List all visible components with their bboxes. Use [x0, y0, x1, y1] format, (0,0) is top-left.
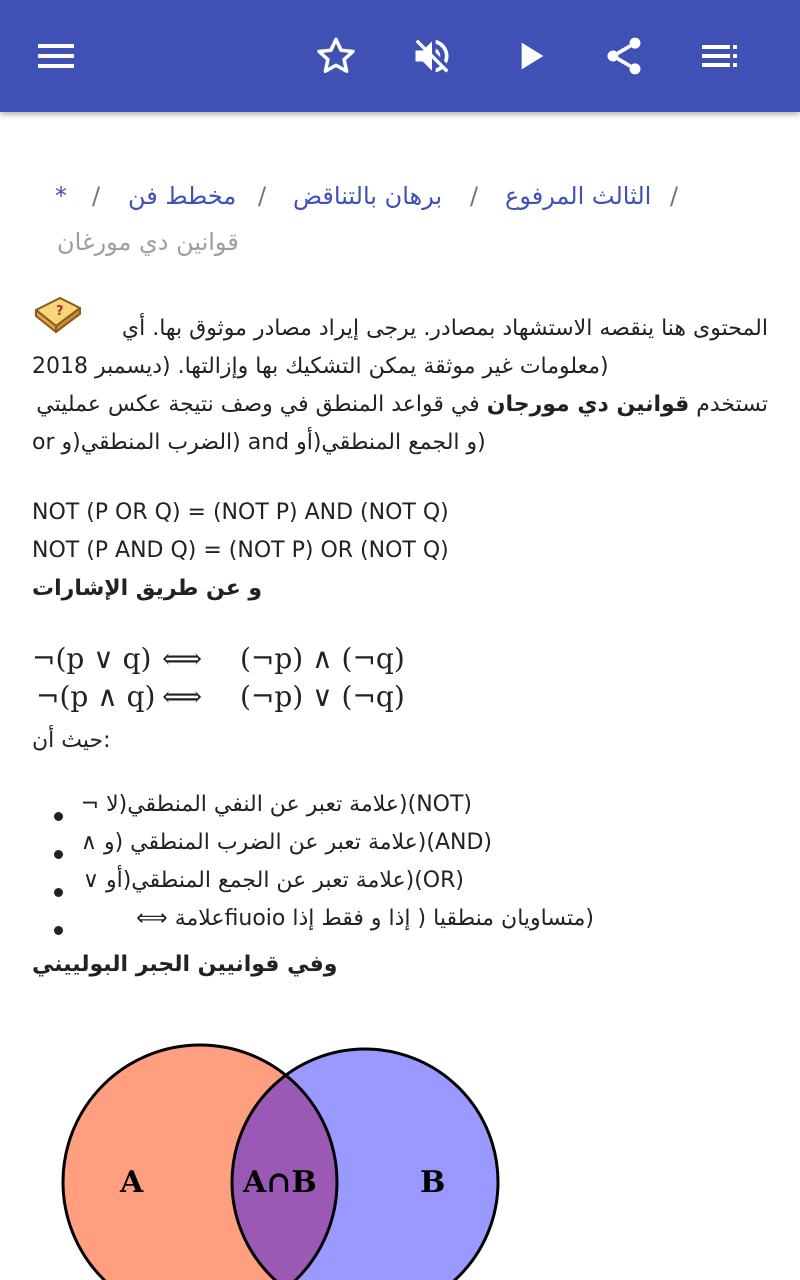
intro-line-1	[36, 386, 768, 424]
star-outline-icon	[315, 35, 357, 77]
breadcrumb-home-link[interactable]: *	[55, 182, 67, 210]
breadcrumb-separator: /	[258, 182, 267, 210]
breadcrumb-separator: /	[92, 182, 101, 210]
bookmark-button[interactable]	[304, 24, 368, 88]
term-de-morgan: قوانين دي مورجان	[486, 392, 690, 417]
list-item: (AND)(علامة تعبر عن الضرب المنطقي (و ∧	[80, 830, 492, 855]
breadcrumb	[0, 182, 800, 222]
svg-text:?: ?	[56, 304, 64, 319]
breadcrumb-link-contradiction[interactable]: برهان بالتناقض	[293, 182, 443, 210]
math-row1-left: ¬(p ∨ q)	[32, 642, 152, 675]
symbols-heading: و عن طريق الإشارات	[32, 576, 263, 601]
breadcrumb-link-venn[interactable]: مخطط فن	[128, 182, 237, 210]
menu-button[interactable]	[24, 24, 88, 88]
mute-button[interactable]	[400, 24, 464, 88]
bullet-dot	[54, 888, 63, 897]
volume-off-icon	[410, 34, 454, 78]
venn-diagram	[50, 1032, 520, 1280]
notice-line-2: (معلومات غير موثقة يمكن التشكيك بها وإزالتها. (ديسمبر 2018	[32, 354, 609, 379]
list-item: (متساويان منطقيا ( إذا و فقط إذا fiuoioعلامة ⟺	[136, 906, 594, 931]
breadcrumb-separator: /	[470, 182, 479, 210]
boolean-heading: وفي قوانيين الجبر البولييني	[32, 952, 338, 977]
intro-text: تستخدم	[689, 392, 768, 417]
math-row1-op: ⟺	[162, 642, 203, 675]
venn-label-intersection: A∩B	[243, 1165, 317, 1200]
breadcrumb-link-excluded-middle[interactable]: الثالث المرفوع	[505, 182, 652, 210]
venn-label-b: B	[420, 1165, 446, 1200]
breadcrumb-separator: /	[670, 182, 679, 210]
contents-button[interactable]	[688, 24, 752, 88]
play-button[interactable]	[498, 24, 562, 88]
book-question-icon	[32, 296, 84, 336]
math-row2-op: ⟺	[162, 680, 203, 713]
intro-line-2: (و الجمع المنطقي(أو and (الضرب المنطقي(و or	[32, 430, 486, 455]
formula-line-1: NOT (P OR Q) = (NOT P) AND (NOT Q)	[32, 500, 449, 525]
notice-line-1: المحتوى هنا ينقصه الاستشهاد بمصادر. يرجى إيراد مصادر موثوق بها. أي	[121, 316, 768, 341]
venn-label-a: A	[120, 1165, 144, 1200]
list-item: (OR)(علامة تعبر عن الجمع المنطقي(أو ∨	[82, 868, 464, 893]
list-item: (NOT)(علامة تعبر عن النفي المنطقي(لا ¬	[80, 792, 472, 817]
formula-line-2: NOT (P AND Q) = (NOT P) OR (NOT Q)	[32, 538, 449, 563]
share-button[interactable]	[592, 24, 656, 88]
share-icon	[602, 34, 646, 78]
math-row1-right: (¬p) ∧ (¬q)	[240, 642, 405, 675]
bullet-dot	[54, 812, 63, 821]
math-row2-right: (¬p) ∨ (¬q)	[240, 680, 405, 713]
intro-text: في قواعد المنطق في وصف نتيجة عكس عمليتي	[36, 392, 487, 417]
where-label: :حيث أن	[32, 728, 111, 753]
page-title: قوانين دي مورغان	[57, 228, 239, 256]
app-bar	[0, 0, 800, 112]
bullet-dot	[54, 850, 63, 859]
math-row2-left: ¬(p ∧ q)	[36, 680, 156, 713]
menu-icon	[36, 36, 76, 76]
list-icon	[700, 36, 740, 76]
play-icon	[510, 36, 550, 76]
bullet-dot	[54, 926, 63, 935]
